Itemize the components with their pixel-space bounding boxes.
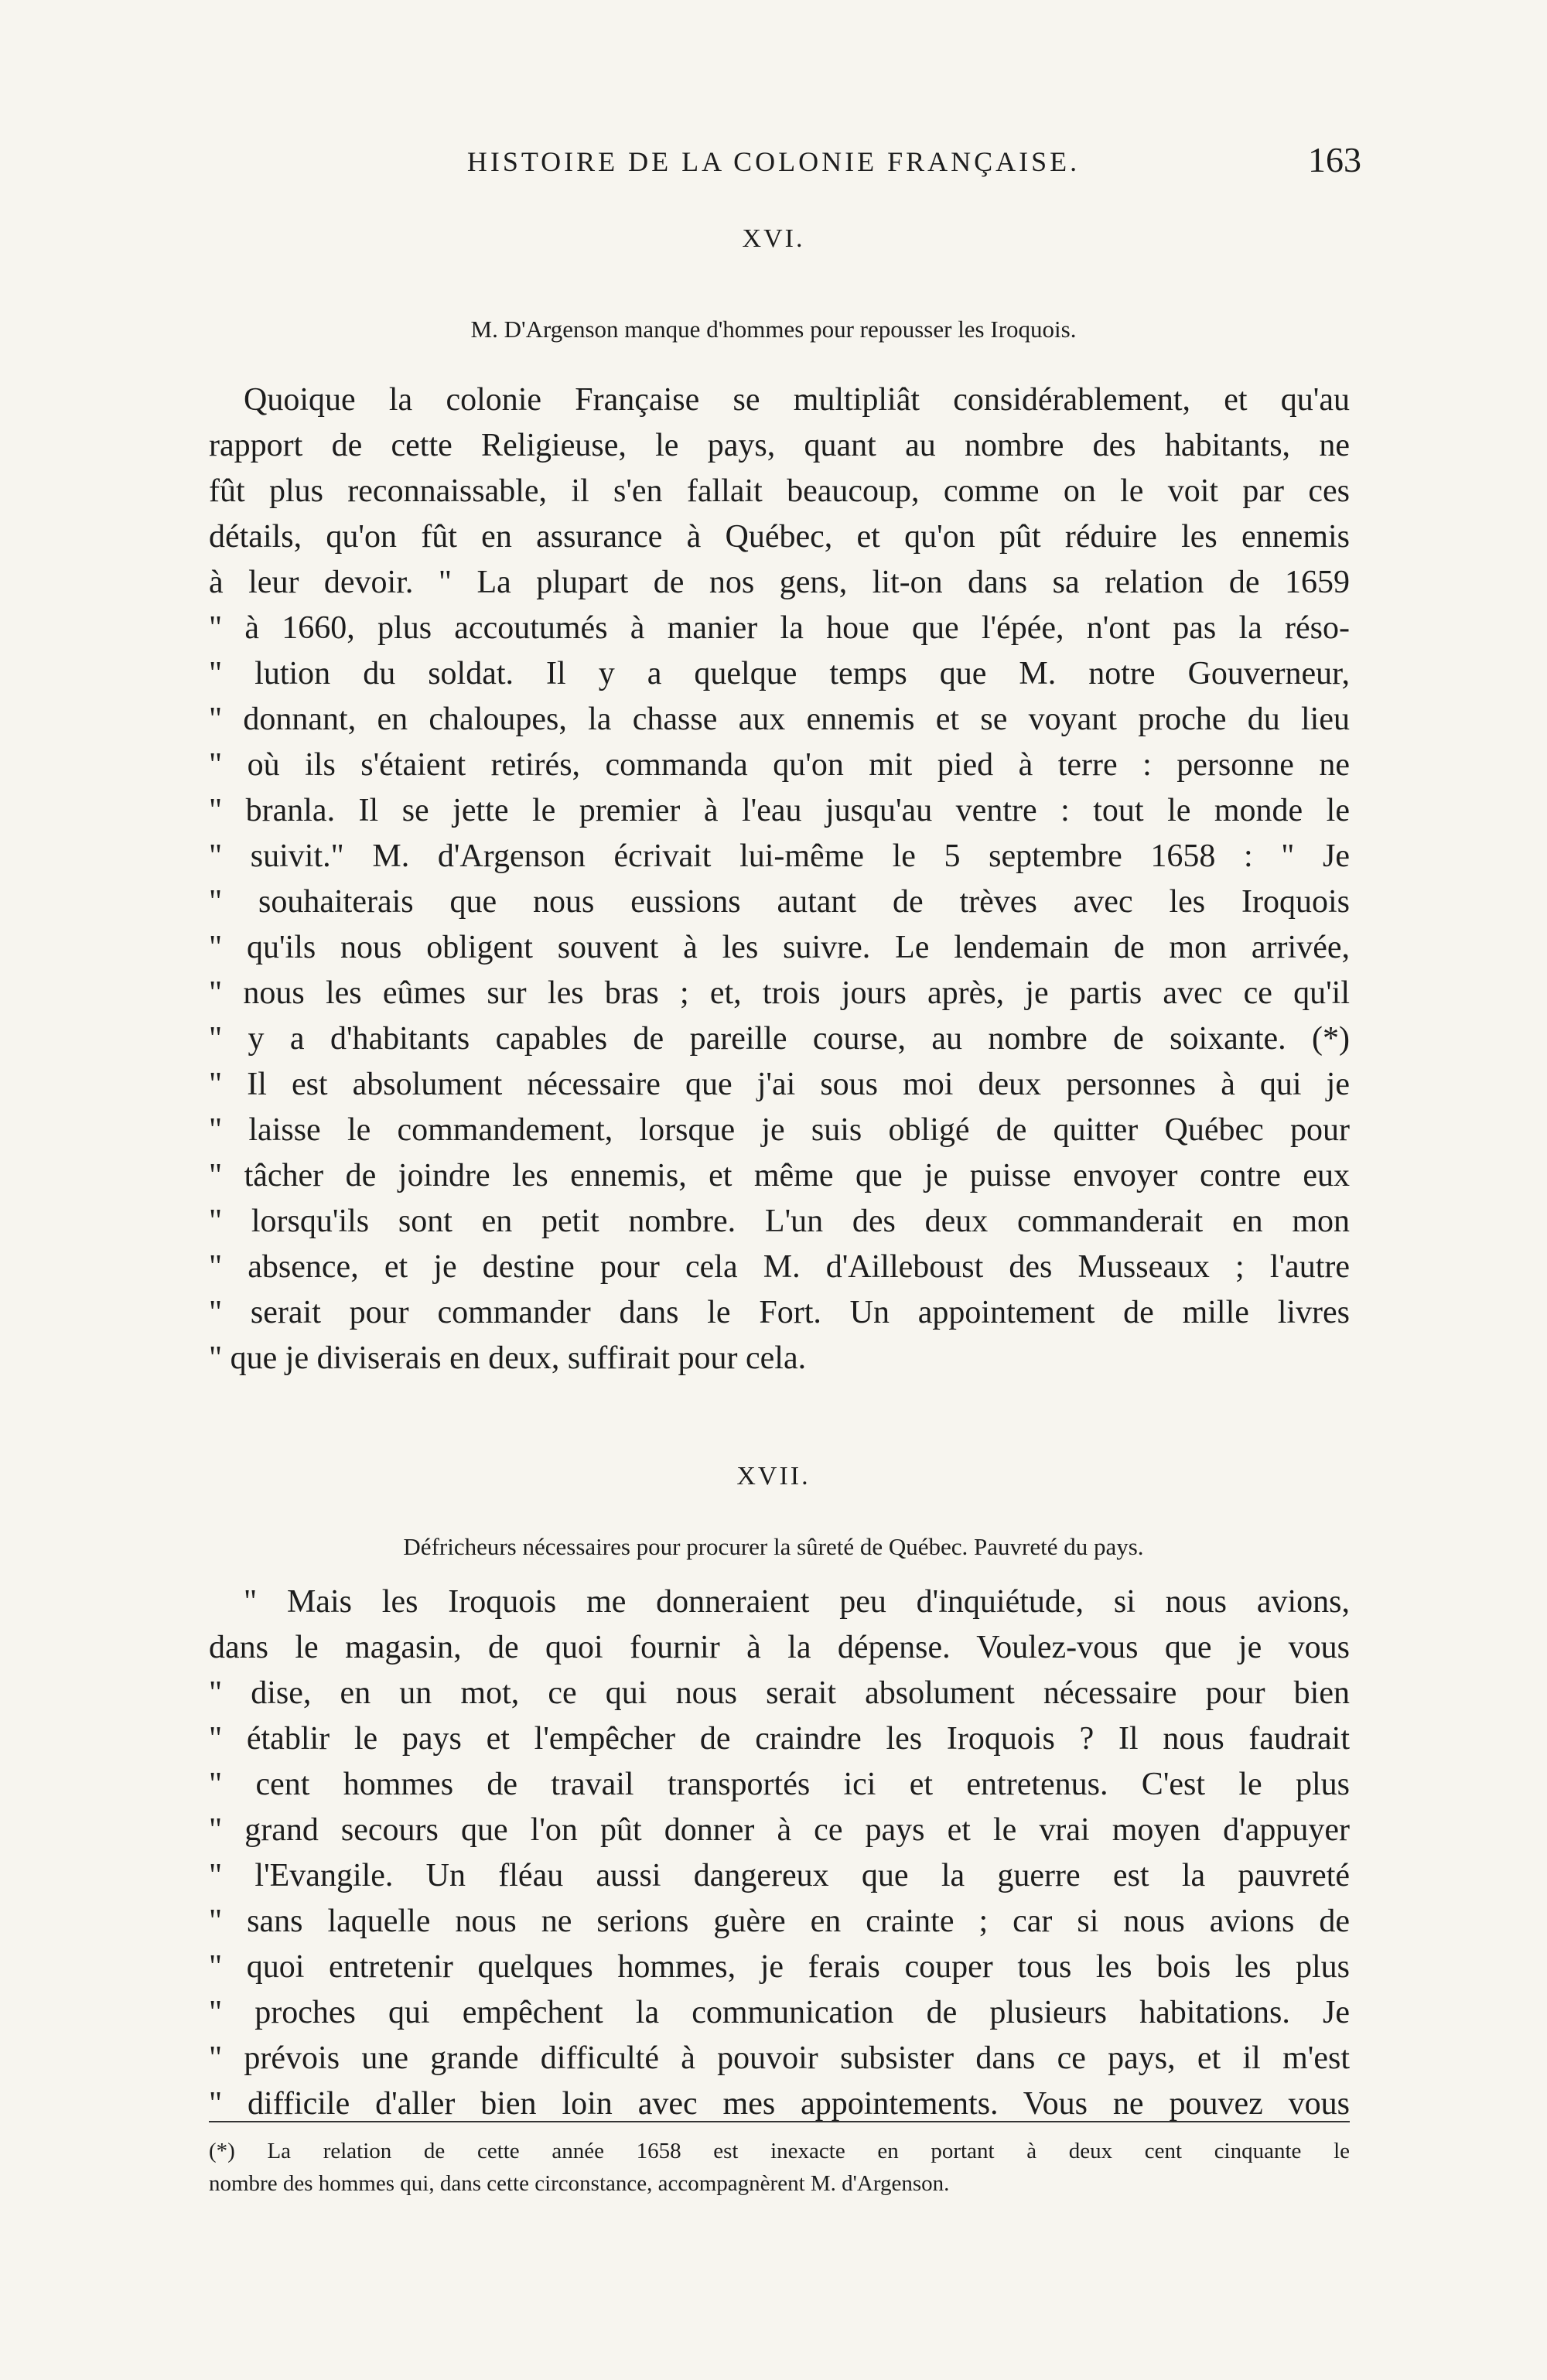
section-title: M. D'Argenson manque d'hommes pour repousser les Iroquois. [470, 316, 1077, 343]
text-line: " y a d'habitants capables de pareille course, au nombre de soixante. (*) [209, 1021, 1350, 1057]
text-line: " lution du soldat. Il y a quelque temps que M. notre Gouverneur, [209, 656, 1350, 691]
text-line: " donnant, en chaloupes, la chasse aux ennemis et se voyant proche du lieu [209, 702, 1350, 737]
text-line: à leur devoir. " La plupart de nos gens, lit-on dans sa relation de 1659 [209, 565, 1350, 600]
text-line: fût plus reconnaissable, il s'en fallait beaucoup, comme on le voit par ces [209, 473, 1350, 509]
text-line: " Il est absolument nécessaire que j'ai sous moi deux personnes à qui je [209, 1067, 1350, 1102]
text-line: " Mais les Iroquois me donneraient peu d'inquiétude, si nous avions, [244, 1584, 1350, 1620]
text-line: " grand secours que l'on pût donner à ce pays et le vrai moyen d'appuyer [209, 1812, 1350, 1848]
text-line: " l'Evangile. Un fléau aussi dangereux que la guerre est la pauvreté [209, 1858, 1350, 1893]
text-line: " où ils s'étaient retirés, commanda qu'on mit pied à terre : personne ne [209, 747, 1350, 783]
text-line: " prévois une grande difficulté à pouvoir subsister dans ce pays, et il m'est [209, 2040, 1350, 2076]
text-line: " proches qui empêchent la communication de plusieurs habitations. Je [209, 1995, 1350, 2030]
footnote-line: (*) La relation de cette année 1658 est inexacte en portant à deux cent cinquante le [209, 2139, 1350, 2163]
footnote-rule [209, 2121, 1350, 2122]
text-line: " serait pour commander dans le Fort. Un appointement de mille livres [209, 1295, 1350, 1330]
text-line: " branla. Il se jette le premier à l'eau jusqu'au ventre : tout le monde le [209, 793, 1350, 828]
text-line: " tâcher de joindre les ennemis, et même que je puisse envoyer contre eux [209, 1158, 1350, 1193]
text-line: " quoi entretenir quelques hommes, je ferais couper tous les bois les plus [209, 1949, 1350, 1985]
text-line: " à 1660, plus accoutumés à manier la houe que l'épée, n'ont pas la réso- [209, 610, 1350, 646]
text-line: " difficile d'aller bien loin avec mes appointements. Vous ne pouvez vous [209, 2086, 1350, 2122]
section-title: Défricheurs nécessaires pour procurer la sûreté de Québec. Pauvreté du pays. [403, 1533, 1144, 1560]
text-line: " nous les eûmes sur les bras ; et, trois jours après, je partis avec ce qu'il [209, 975, 1350, 1011]
footnote-line: nombre des hommes qui, dans cette circonstance, accompagnèrent M. d'Argenson. [209, 2171, 950, 2196]
text-line: détails, qu'on fût en assurance à Québec, et qu'on pût réduire les ennemis [209, 519, 1350, 555]
text-line: " lorsqu'ils sont en petit nombre. L'un des deux commanderait en mon [209, 1204, 1350, 1239]
text-line: rapport de cette Religieuse, le pays, quant au nombre des habitants, ne [209, 428, 1350, 463]
text-line: " établir le pays et l'empêcher de craindre les Iroquois ? Il nous faudrait [209, 1721, 1350, 1757]
text-line: " cent hommes de travail transportés ici et entretenus. C'est le plus [209, 1767, 1350, 1802]
text-line: " que je diviserais en deux, suffirait pour cela. [209, 1340, 807, 1376]
text-line: " dise, en un mot, ce qui nous serait absolument nécessaire pour bien [209, 1675, 1350, 1711]
text-line: " suivit." M. d'Argenson écrivait lui-même le 5 septembre 1658 : " Je [209, 838, 1350, 874]
text-line: " laisse le commandement, lorsque je suis obligé de quitter Québec pour [209, 1112, 1350, 1148]
text-line: " absence, et je destine pour cela M. d'Ailleboust des Musseaux ; l'autre [209, 1249, 1350, 1285]
text-line: " qu'ils nous obligent souvent à les suivre. Le lendemain de mon arrivée, [209, 930, 1350, 965]
running-head: HISTOIRE DE LA COLONIE FRANÇAISE. [466, 146, 1081, 177]
section-body [209, 1579, 1350, 2127]
section-body [209, 377, 1350, 1381]
text-line: " sans laquelle nous ne serions guère en crainte ; car si nous avions de [209, 1904, 1350, 1939]
text-line: dans le magasin, de quoi fournir à la dépense. Voulez-vous que je vous [209, 1630, 1350, 1665]
section-number: XVII. [736, 1462, 811, 1490]
section-number: XVI. [742, 224, 805, 253]
text-line: " souhaiterais que nous eussions autant de trèves avec les Iroquois [209, 884, 1350, 920]
text-line: Quoique la colonie Française se multipliât considérablement, et qu'au [244, 382, 1350, 418]
footnote [209, 2135, 1350, 2200]
page-number: 163 [1308, 140, 1361, 179]
